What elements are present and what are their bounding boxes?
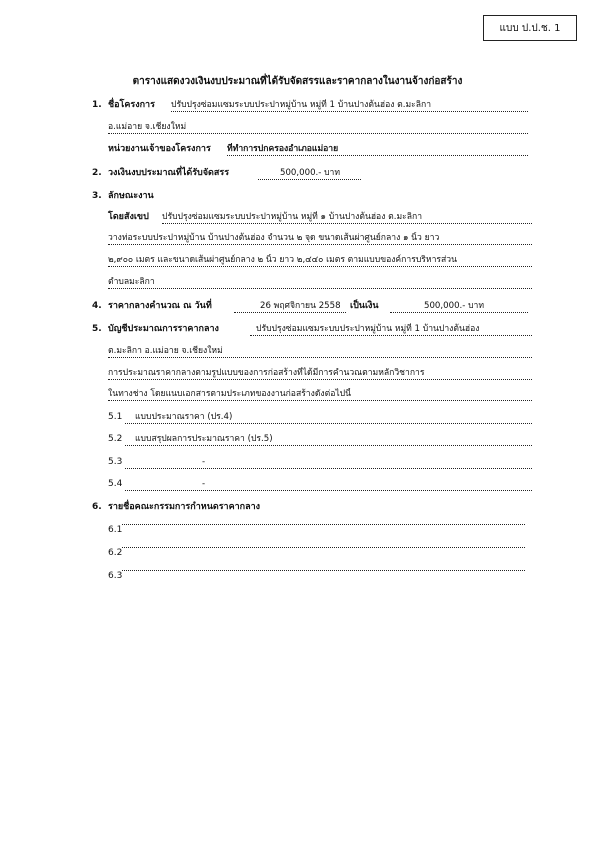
item-5-1-num: 5.1 bbox=[108, 412, 123, 422]
calc-date: 26 พฤศจิกายน 2558 bbox=[234, 300, 346, 313]
document-title: ตารางแสดงวงเงินงบประมาณที่ได้รับจัดสรรและราคากลางในงานจ้างก่อสร้าง bbox=[132, 76, 463, 87]
member-6-2-position bbox=[284, 547, 390, 548]
s5-label: บัญชีประมาณการราคากลาง bbox=[108, 324, 219, 334]
estimate-line1: ปรับปรุงซ่อมแซมระบบประปาหมู่บ้าน หมู่ที่ 1 บ้านปางต้นฮ่อง bbox=[250, 323, 532, 336]
work-desc-line2: วางท่อระบบประปาหมู่บ้าน บ้านปางต้นฮ่อง จำนวน ๒ จุด ขนาดเส้นผ่าศูนย์กลาง ๑ นิ้ว ยาว bbox=[108, 232, 532, 245]
member-6-3-position bbox=[284, 570, 412, 571]
member-6-1-role bbox=[460, 524, 525, 525]
estimate-line4: ในทางช่าง โดยแนบเอกสารตามประเภทของงานก่อสร้างดังต่อไปนี้ bbox=[108, 388, 532, 401]
s2-label: วงเงินงบประมาณที่ได้รับจัดสรร bbox=[108, 168, 230, 178]
s3-label: ลักษณะงาน bbox=[108, 191, 154, 201]
s6-num: 6. bbox=[92, 502, 102, 512]
item-5-4-num: 5.4 bbox=[108, 479, 123, 489]
summary-label: โดยสังเขป bbox=[108, 212, 149, 222]
member-6-2-role bbox=[490, 547, 525, 548]
estimate-line3: การประมาณราคากลางตามรูปแบบของการก่อสร้างที่ได้มีการคำนวณตามหลักวิชาการ bbox=[108, 367, 532, 380]
project-name-line1: ปรับปรุงซ่อมแซมระบบประปาหมู่บ้าน หมู่ที่ 1 บ้านปางต้นฮ่อง ต.มะลิกา bbox=[171, 99, 528, 112]
member-6-2-row bbox=[122, 547, 525, 548]
s2-num: 2. bbox=[92, 168, 102, 178]
member-6-1-num: 6.1 bbox=[108, 525, 123, 535]
s1-num: 1. bbox=[92, 100, 102, 110]
s6-label: รายชื่อคณะกรรมการกำหนดราคากลาง bbox=[108, 502, 261, 512]
owner-value: ที่ทำการปกครองอำเภอแม่อาย bbox=[227, 143, 528, 156]
member-6-1-name bbox=[122, 524, 241, 525]
s4-mid-label: เป็นเงิน bbox=[350, 301, 379, 311]
s1-label: ชื่อโครงการ bbox=[108, 100, 155, 110]
work-desc-line1: ปรับปรุงซ่อมแซมระบบประปาหมู่บ้าน หมู่ที่ ๑ บ้านปางต้นฮ่อง ต.มะลิกา bbox=[162, 211, 532, 224]
s4-num: 4. bbox=[92, 301, 102, 311]
item-5-2-num: 5.2 bbox=[108, 434, 123, 444]
s3-num: 3. bbox=[92, 191, 102, 201]
member-6-2-name bbox=[122, 547, 182, 548]
work-desc-line4: ตำบลมะลิกา bbox=[108, 276, 532, 289]
owner-label: หน่วยงานเจ้าของโครงการ bbox=[108, 144, 211, 154]
member-6-3-num: 6.3 bbox=[108, 571, 123, 581]
budget-value: 500,000.- บาท bbox=[258, 167, 361, 180]
member-6-3-role bbox=[490, 570, 525, 571]
s5-num: 5. bbox=[92, 324, 102, 334]
form-code: แบบ ป.ป.ช. 1 bbox=[499, 22, 561, 34]
item-5-3-num: 5.3 bbox=[108, 457, 123, 467]
project-name-line2: อ.แม่อาย จ.เชียงใหม่ bbox=[108, 121, 528, 134]
member-6-1-row bbox=[122, 524, 525, 525]
form-code-box bbox=[483, 15, 577, 41]
member-6-1-position bbox=[284, 524, 356, 525]
work-desc-line3: ๒,๙๐๐ เมตร และขนาดเส้นผ่าศูนย์กลาง ๒ นิ้ว ยาว ๒,๔๔๐ เมตร ตามแบบของค์การบริหารส่วน bbox=[108, 254, 532, 267]
member-6-3-row bbox=[122, 570, 525, 571]
item-5-1-value: แบบประมาณราคา (ปร.4) bbox=[125, 411, 532, 424]
member-6-2-num: 6.2 bbox=[108, 548, 123, 558]
s4-label: ราคากลางคำนวณ ณ วันที่ bbox=[108, 301, 212, 311]
member-6-3-name bbox=[122, 570, 194, 571]
calc-amount: 500,000.- บาท bbox=[390, 300, 528, 313]
item-5-3-value: - bbox=[125, 456, 532, 469]
item-5-2-value: แบบสรุปผลการประมาณราคา (ปร.5) bbox=[125, 433, 532, 446]
estimate-line2: ต.มะลิกา อ.แม่อาย จ.เชียงใหม่ bbox=[108, 345, 532, 358]
item-5-4-value: - bbox=[125, 478, 532, 491]
